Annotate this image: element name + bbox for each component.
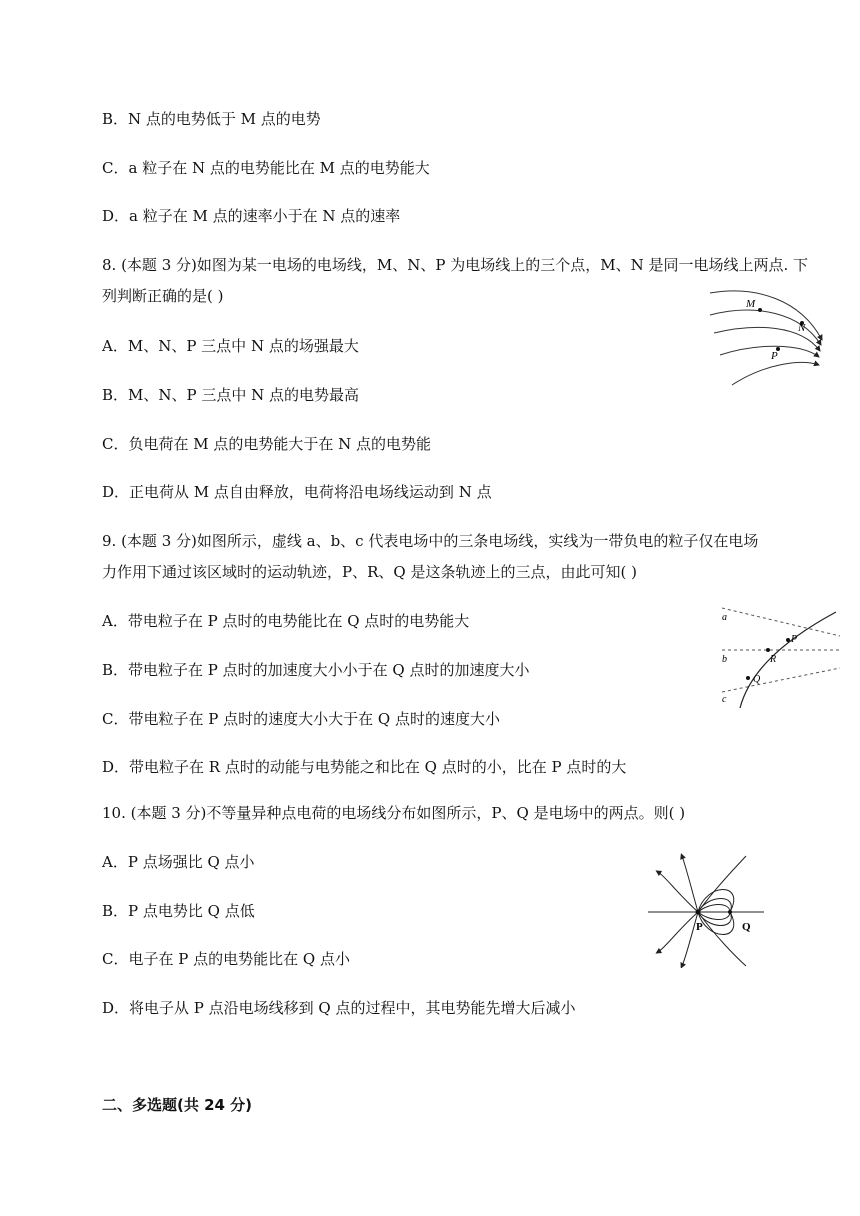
q9-trajectory-figure xyxy=(718,598,844,708)
q7-option-d: D．a 粒子在 M 点的速率小于在 N 点的速率 xyxy=(102,207,401,225)
q10-label-q: Q xyxy=(742,921,751,933)
q8-option-a: A．M、N、P 三点中 N 点的场强最大 xyxy=(102,337,359,355)
q9-label-c: c xyxy=(722,694,727,705)
q9-option-b: B．带电粒子在 P 点时的加速度大小小于在 Q 点时的加速度大小 xyxy=(102,661,530,679)
q8-stem-line1: 8. (本题 3 分)如图为某一电场的电场线，M、N、P 为电场线上的三个点，M、N 是同一电场线上两点. 下 xyxy=(102,256,809,274)
q10-option-d: D．将电子从 P 点沿电场线移到 Q 点的过程中，其电势能先增大后减小 xyxy=(102,999,576,1017)
q8-option-b: B．M、N、P 三点中 N 点的电势最高 xyxy=(102,386,360,404)
q8-field-lines-figure xyxy=(706,285,834,393)
q9-label-p: P xyxy=(791,634,798,645)
q10-option-a: A．P 点场强比 Q 点小 xyxy=(102,853,255,871)
q9-label-r: R xyxy=(770,654,777,665)
q9-label-b: b xyxy=(722,654,727,665)
q8-label-p: P xyxy=(771,350,778,362)
q7-option-b: B．N 点的电势低于 M 点的电势 xyxy=(102,110,321,128)
q9-option-c: C．带电粒子在 P 点时的速度大小大于在 Q 点时的速度大小 xyxy=(102,710,500,728)
q9-option-a: A．带电粒子在 P 点时的电势能比在 Q 点时的电势能大 xyxy=(102,612,470,630)
q10-dipole-field-figure xyxy=(646,852,770,968)
q7-option-c: C．a 粒子在 N 点的电势能比在 M 点的电势能大 xyxy=(102,159,430,177)
q9-stem-line2: 力作用下通过该区域时的运动轨迹，P、R、Q 是这条轨迹上的三点，由此可知( ) xyxy=(102,563,637,581)
q10-stem-line1: 10. (本题 3 分)不等量异种点电荷的电场线分布如图所示，P、Q 是电场中的两点。则( ) xyxy=(102,804,686,822)
q8-option-c: C．负电荷在 M 点的电势能大于在 N 点的电势能 xyxy=(102,435,432,453)
q10-label-p: P xyxy=(696,921,703,933)
q10-option-c: C．电子在 P 点的电势能比在 Q 点小 xyxy=(102,950,350,968)
section-heading-multiple-choice: 二、多选题(共 24 分) xyxy=(102,1096,253,1114)
q9-stem-line1: 9. (本题 3 分)如图所示，虚线 a、b、c 代表电场中的三条电场线，实线为一带负电的粒子仅在电场 xyxy=(102,532,759,550)
q10-option-b: B．P 点电势比 Q 点低 xyxy=(102,902,255,920)
q8-label-n: N xyxy=(798,322,806,334)
q9-option-d: D．带电粒子在 R 点时的动能与电势能之和比在 Q 点时的小，比在 P 点时的大 xyxy=(102,758,627,776)
q9-label-a: a xyxy=(722,612,727,623)
q8-label-m: M xyxy=(746,298,756,310)
q8-stem-line2: 列判断正确的是( ) xyxy=(102,287,224,305)
q9-label-q: Q xyxy=(753,674,761,685)
q8-option-d: D．正电荷从 M 点自由释放，电荷将沿电场线运动到 N 点 xyxy=(102,483,492,501)
